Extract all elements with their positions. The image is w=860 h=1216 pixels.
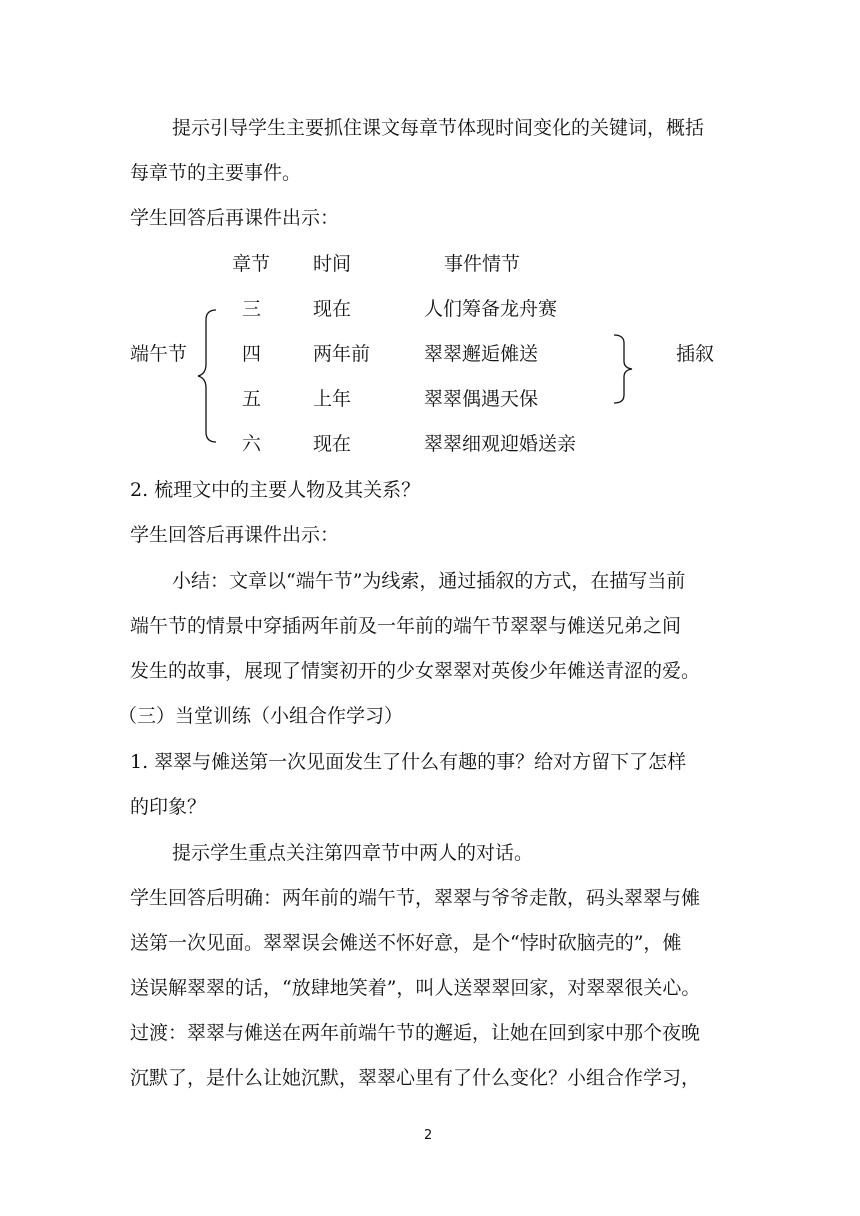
paragraph-question-2: 2. 梳理文中的主要人物及其关系？	[130, 479, 421, 501]
row-chapter: 五	[242, 388, 262, 410]
paragraph-summary-line3: 发生的故事，展现了情窦初开的少女翠翠对英俊少年傩送青涩的爱。	[130, 660, 701, 682]
row-time: 现在	[313, 298, 352, 320]
row-event: 翠翠邂逅傩送	[424, 343, 539, 365]
side-label: 插叙	[676, 343, 715, 365]
row-time: 上年	[313, 388, 352, 410]
section-heading: （三）当堂训练（小组合作学习）	[118, 705, 404, 727]
paragraph-student-answer: 学生回答后再课件出示：	[130, 207, 340, 229]
row-chapter: 六	[242, 433, 262, 455]
paragraph-question-1-line2: 的印象？	[130, 796, 207, 818]
paragraph-hint-2: 提示学生重点关注第四章节中两人的对话。	[172, 842, 534, 864]
row-chapter: 三	[242, 298, 262, 320]
paragraph-answer-line2: 送第一次见面。翠翠误会傩送不怀好意，是个“悖时砍脑壳的”，傩	[130, 932, 682, 954]
row-time: 现在	[313, 433, 352, 455]
paragraph-transition-line1: 过渡：翠翠与傩送在两年前端午节的邂逅，让她在回到家中那个夜晚	[130, 1022, 701, 1044]
paragraph-student-answer-2: 学生回答后再课件出示：	[130, 524, 340, 546]
table-header-time: 时间	[313, 253, 352, 275]
right-brace	[612, 333, 636, 405]
paragraph-hint-line2: 每章节的主要事件。	[130, 162, 302, 184]
paragraph-answer-line3: 送误解翠翠的话，“放肆地笑着”，叫人送翠翠回家，对翠翠很关心。	[130, 977, 701, 999]
table-header-event: 事件情节	[444, 253, 521, 275]
paragraph-hint-line1: 提示引导学生主要抓住课文每章节体现时间变化的关键词，概括	[172, 117, 705, 139]
paragraph-summary-line1: 小结：文章以“端午节”为线索，通过插叙的方式，在描写当前	[172, 570, 686, 592]
row-time: 两年前	[313, 343, 371, 365]
table-header-chapter: 章节	[232, 253, 271, 275]
row-event: 人们筹备龙舟赛	[424, 298, 558, 320]
paragraph-summary-line2: 端午节的情景中穿插两年前及一年前的端午节翠翠与傩送兄弟之间	[130, 615, 682, 637]
row-chapter: 四	[242, 343, 262, 365]
page-number: 2	[424, 1128, 433, 1143]
paragraph-question-1-line1: 1. 翠翠与傩送第一次见面发生了什么有趣的事？给对方留下了怎样	[130, 751, 687, 773]
paragraph-transition-line2: 沉默了，是什么让她沉默，翠翠心里有了什么变化？小组合作学习，	[130, 1067, 701, 1089]
row-event: 翠翠偶遇天保	[424, 388, 539, 410]
paragraph-answer-line1: 学生回答后明确：两年前的端午节，翠翠与爷爷走散，码头翠翠与傩	[130, 887, 701, 909]
group-label: 端午节	[130, 343, 188, 365]
left-brace	[196, 308, 220, 444]
row-event: 翠翠细观迎婚送亲	[424, 433, 577, 455]
